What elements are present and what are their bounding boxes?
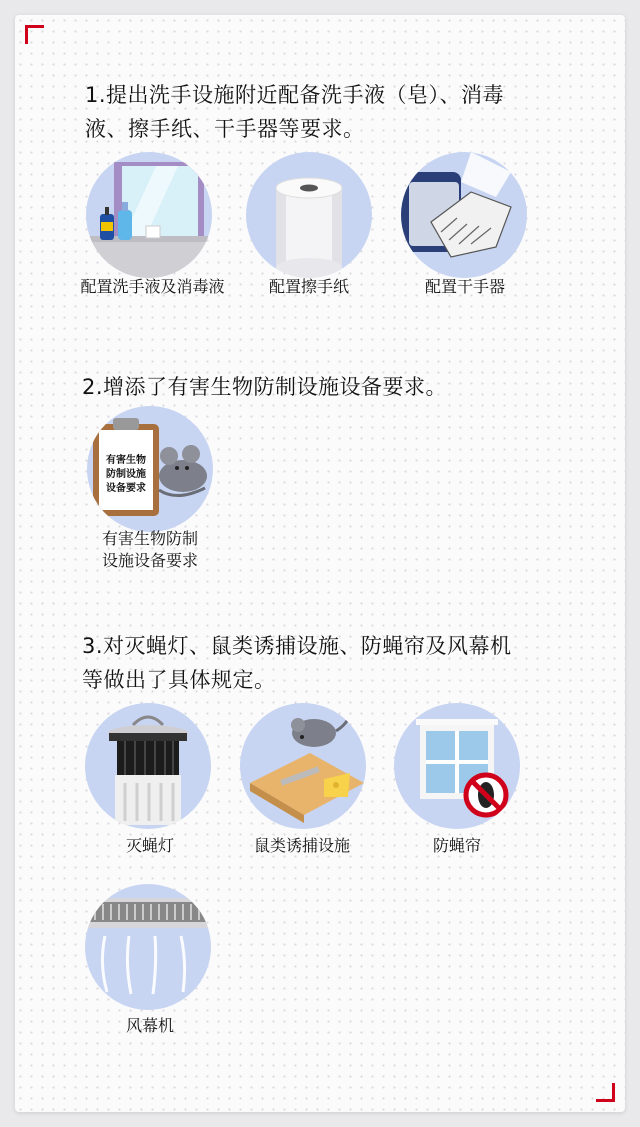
section-3-heading-line-1: 3.对灭蝇灯、鼠类诱捕设施、防蝇帘及风幕机 [82, 634, 512, 658]
clipboard-text-line-2: 防制设施 [106, 469, 146, 480]
caption-air-curtain: 风幕机 [125, 1016, 174, 1035]
mouse-trap-icon [240, 703, 366, 829]
caption-pest-control-line-2: 设施设备要求 [101, 551, 198, 570]
caption-mouse-trap: 鼠类诱捕设施 [253, 836, 350, 855]
section-1-heading-line-2: 液、擦手纸、干手器等要求。 [85, 117, 365, 141]
caption-hand-sanitizer: 配置洗手液及消毒液 [80, 277, 225, 296]
corner-mark-top-left [25, 25, 44, 44]
caption-fly-curtain: 防蝇帘 [432, 836, 481, 855]
no-fly-window-icon [394, 703, 520, 829]
clipboard-text-line-3: 设备要求 [106, 483, 146, 494]
clipboard-text-line-1: 有害生物 [106, 455, 146, 466]
fly-killer-lamp-icon [85, 703, 211, 829]
corner-mark-bottom-right [596, 1083, 615, 1102]
hand-dryer-icon [401, 152, 527, 278]
infographic-card [15, 15, 625, 1112]
clipboard-mouse-icon [87, 406, 213, 532]
paper-towel-roll-icon [246, 152, 372, 278]
caption-paper-towel: 配置擦手纸 [268, 277, 349, 296]
section-3-heading-line-2: 等做出了具体规定。 [82, 668, 276, 692]
air-curtain-icon [85, 884, 211, 1010]
section-2-heading: 2.增添了有害生物防制设施设备要求。 [82, 375, 448, 399]
caption-hand-dryer: 配置干手器 [424, 277, 505, 296]
section-1-heading-line-1: 1.提出洗手设施附近配备洗手液（皂）、消毒 [85, 83, 505, 107]
hand-sanitizer-icon [86, 152, 212, 278]
caption-fly-killer-lamp: 灭蝇灯 [125, 836, 174, 855]
caption-pest-control-line-1: 有害生物防制 [101, 529, 198, 548]
